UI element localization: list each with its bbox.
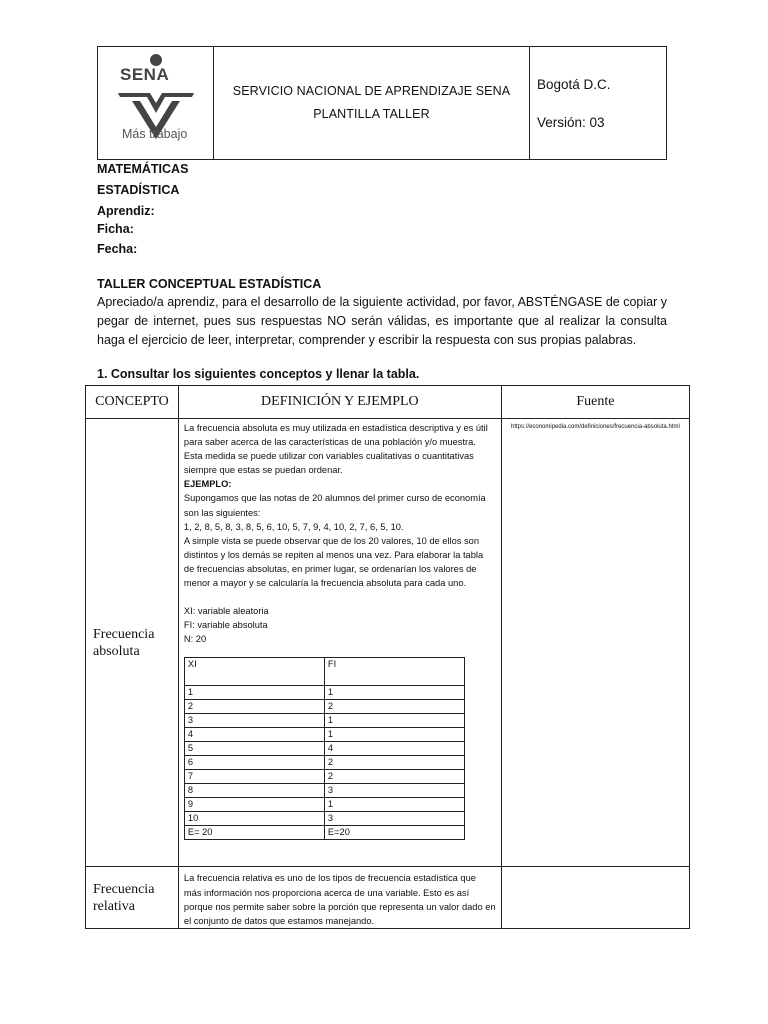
frequency-xi-cell: 2: [184, 700, 324, 714]
sena-logo: [98, 47, 214, 159]
learner-label: Aprendiz:: [97, 204, 155, 218]
city-label: Bogotá D.C.: [537, 77, 611, 92]
concept-relative: Frecuencia relativa: [86, 867, 179, 928]
fi-note: FI: variable absoluta: [183, 620, 268, 631]
frequency-header-row: [184, 658, 464, 686]
workshop-intro: Apreciado/a aprendiz, para el desarrollo de la siguiente actividad, por favor, ABSTÉNGASE de copiar y pegar de internet, pues sus respuestas NO serán válidas, es importante que al realizar la consulta haga el ejercicio de leer, interpretar, comprender y escribir la respuesta con sus propias palabras.: [97, 295, 667, 347]
document-header: [97, 46, 667, 160]
frequency-xi-cell: 8: [184, 784, 324, 798]
frequency-fi-cell: 2: [324, 770, 464, 784]
table-row: [184, 784, 464, 798]
concept-absolute: Frecuencia absoluta: [86, 419, 179, 867]
frequency-fi-cell: 4: [324, 742, 464, 756]
date-label: Fecha:: [97, 242, 138, 256]
header-meta: [530, 47, 666, 159]
source-absolute[interactable]: https://economipedia.com/definiciones/frecuencia-absoluta.html: [501, 419, 689, 867]
frequency-fi-cell: 2: [324, 756, 464, 770]
table-row: [86, 419, 690, 867]
table-row: [184, 798, 464, 812]
frequency-fi-cell: 1: [324, 798, 464, 812]
example-text: Supongamos que las notas de 20 alumnos del primer curso de economía son las siguientes:: [183, 493, 486, 518]
source-relative: [501, 867, 689, 928]
table-row: [184, 826, 464, 840]
frequency-fi-cell: 1: [324, 728, 464, 742]
table-row: [184, 770, 464, 784]
frequency-xi-cell: E= 20: [184, 826, 324, 840]
table-row: [184, 812, 464, 826]
version-label: Versión: 03: [537, 115, 605, 130]
frequency-xi-cell: 7: [184, 770, 324, 784]
frequency-fi-cell: E=20: [324, 826, 464, 840]
logo-tagline: Más trabajo: [122, 127, 188, 141]
template-name: PLANTILLA TALLER: [313, 107, 430, 121]
frequency-header-fi: FI: [324, 658, 464, 686]
frequency-xi-cell: 9: [184, 798, 324, 812]
topic-heading: ESTADÍSTICA: [97, 183, 180, 197]
frequency-xi-cell: 3: [184, 714, 324, 728]
table-header-row: [86, 386, 690, 419]
header-title: [214, 47, 530, 159]
frequency-xi-cell: 5: [184, 742, 324, 756]
table-row: [184, 742, 464, 756]
definition-relative: La frecuencia relativa es uno de los tipos de frecuencia estadística que más información nos proporciona acerca de una variable. Esto es así porque nos permite saber sobre la porción que representa un valor dado en el conjunto de datos que estamos manejando.: [178, 867, 501, 928]
frequency-header-xi: XI: [184, 658, 324, 686]
frequency-fi-cell: 1: [324, 714, 464, 728]
frequency-fi-cell: 1: [324, 686, 464, 700]
table-row: [184, 756, 464, 770]
header-definition: DEFINICIÓN Y EJEMPLO: [178, 386, 501, 419]
frequency-fi-cell: 2: [324, 700, 464, 714]
frequency-xi-cell: 1: [184, 686, 324, 700]
workshop-title: TALLER CONCEPTUAL ESTADÍSTICA: [97, 277, 322, 291]
sena-logo-icon: [98, 47, 214, 159]
table-row: [184, 728, 464, 742]
example-values: 1, 2, 8, 5, 8, 3, 8, 5, 6, 10, 5, 7, 9, 4, 10, 2, 7, 6, 5, 10.: [183, 521, 404, 532]
frequency-xi-cell: 10: [184, 812, 324, 826]
frequency-fi-cell: 3: [324, 812, 464, 826]
concept-table: [85, 385, 690, 929]
frequency-fi-cell: 3: [324, 784, 464, 798]
frequency-xi-cell: 4: [184, 728, 324, 742]
definition-absolute: [178, 419, 501, 867]
logo-word: SENA: [120, 65, 170, 84]
n-note: N: 20: [183, 634, 207, 645]
definition-text: La frecuencia absoluta es muy utilizada en estadística descriptiva y es útil para saber acerca de las características de una población y/o muestra. Esta medida se puede utilizar con variables cualitativas o cuantitativas siempre que estas se puedan ordenar.: [183, 423, 488, 476]
question-1: 1. Consultar los siguientes conceptos y llenar la tabla.: [97, 367, 420, 381]
header-concept: CONCEPTO: [86, 386, 179, 419]
frequency-table: [184, 657, 465, 840]
header-source: Fuente: [501, 386, 689, 419]
institution-name: SERVICIO NACIONAL DE APRENDIZAJE SENA: [232, 84, 511, 98]
subject-heading: MATEMÁTICAS: [97, 162, 189, 176]
ficha-label: Ficha:: [97, 222, 134, 236]
table-row: [86, 867, 690, 928]
xi-note: XI: variable aleatoria: [183, 606, 269, 617]
example-label: EJEMPLO:: [183, 479, 232, 490]
table-row: [184, 714, 464, 728]
table-row: [184, 686, 464, 700]
example-explanation: A simple vista se puede observar que de los 20 valores, 10 de ellos son distintos y los demás se repiten al menos una vez. Para elaborar la tabla de frecuencias absolutas, en primer lugar, se ordenarían los valores de menor a mayor y se calcularía la frecuencia absoluta para cada uno.: [183, 535, 484, 589]
frequency-xi-cell: 6: [184, 756, 324, 770]
table-row: [184, 700, 464, 714]
